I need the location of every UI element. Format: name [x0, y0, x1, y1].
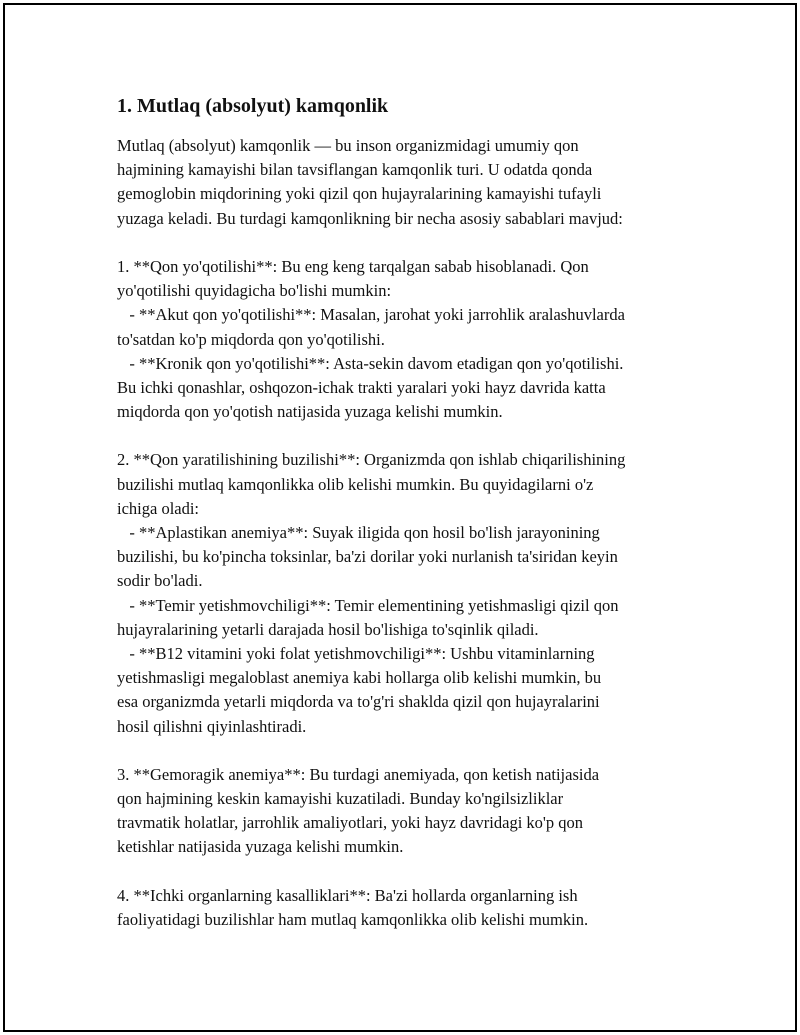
text-line: 1. **Qon yo'qotilishi**: Bu eng keng tarqalgan sabab hisoblanadi. Qon: [117, 256, 589, 276]
blank-line: [117, 424, 697, 448]
text-line: - **Akut qon yo'qotilishi**: Masalan, jarohat yoki jarrohlik aralashuvlarda: [117, 305, 625, 325]
text-line: 4. **Ichki organlarning kasalliklari**: Ba'zi hollarda organlarning ish: [117, 885, 578, 905]
text-line: yetishmasligi megaloblast anemiya kabi hollarga olib kelishi mumkin, bu: [117, 668, 602, 688]
text-line: yuzaga keladi. Bu turdagi kamqonlikning bir necha asosiy sabablari mavjud:: [117, 208, 623, 228]
document-body: [117, 92, 697, 932]
text-line: travmatik holatlar, jarrohlik amaliyotlari, yoki hayz davridagi ko'p qon: [117, 813, 584, 833]
text-line: esa organizmda yetarli miqdorda va to'g'ri shaklda qizil qon hujayralarini: [117, 692, 600, 712]
text-line: 3. **Gemoragik anemiya**: Bu turdagi anemiyada, qon ketish natijasida: [117, 764, 600, 784]
text-line: hajmining kamayishi bilan tavsiflangan kamqonlik turi. U odatda qonda: [117, 160, 593, 180]
document-text: [117, 134, 697, 932]
text-line: ichiga oladi:: [117, 498, 200, 518]
text-line: - **Temir yetishmovchiligi**: Temir elementining yetishmasligi qizil qon: [117, 595, 619, 615]
blank-line: [117, 231, 697, 255]
text-line: - **Kronik qon yo'qotilishi**: Asta-sekin davom etadigan qon yo'qotilishi.: [117, 353, 624, 373]
text-line: sodir bo'ladi.: [117, 571, 203, 591]
text-line: buzilishi mutlaq kamqonlikka olib kelishi mumkin. Bu quyidagilarni o'z: [117, 474, 594, 494]
blank-line: [117, 739, 697, 763]
text-line: faoliyatidagi buzilishlar ham mutlaq kamqonlikka olib kelishi mumkin.: [117, 910, 589, 929]
text-line: ketishlar natijasida yuzaga kelishi mumkin.: [117, 837, 404, 857]
text-line: qon hajmining keskin kamayishi kuzatiladi. Bunday ko'ngilsizliklar: [117, 789, 564, 809]
text-line: hujayralarining yetarli darajada hosil bo'lishiga to'sqinlik qiladi.: [117, 619, 539, 639]
text-line: yo'qotilishi quyidagicha bo'lishi mumkin:: [117, 281, 392, 301]
text-line: 2. **Qon yaratilishining buzilishi**: Organizmda qon ishlab chiqarilishining: [117, 450, 626, 470]
document-title: 1. Mutlaq (absolyut) kamqonlik: [117, 95, 389, 117]
text-line: gemoglobin miqdorining yoki qizil qon hujayralarining kamayishi tufayli: [117, 184, 602, 204]
blank-line: [117, 860, 697, 884]
text-line: Mutlaq (absolyut) kamqonlik — bu inson organizmidagi umumiy qon: [117, 136, 579, 155]
text-line: buzilishi, bu ko'pincha toksinlar, ba'zi dorilar yoki nurlanish ta'siridan keyin: [117, 547, 618, 567]
text-line: miqdorda qon yo'qotish natijasida yuzaga kelishi mumkin.: [117, 402, 503, 422]
text-line: - **Aplastikan anemiya**: Suyak iligida qon hosil bo'lish jarayonining: [117, 523, 600, 542]
text-line: Bu ichki qonashlar, oshqozon-ichak trakti yaralari yoki hayz davrida katta: [117, 377, 606, 397]
text-line: hosil qilishni qiyinlashtiradi.: [117, 716, 307, 736]
text-line: - **B12 vitamini yoki folat yetishmovchiligi**: Ushbu vitaminlarning: [117, 643, 595, 663]
text-line: to'satdan ko'p miqdorda qon yo'qotilishi.: [117, 329, 385, 349]
